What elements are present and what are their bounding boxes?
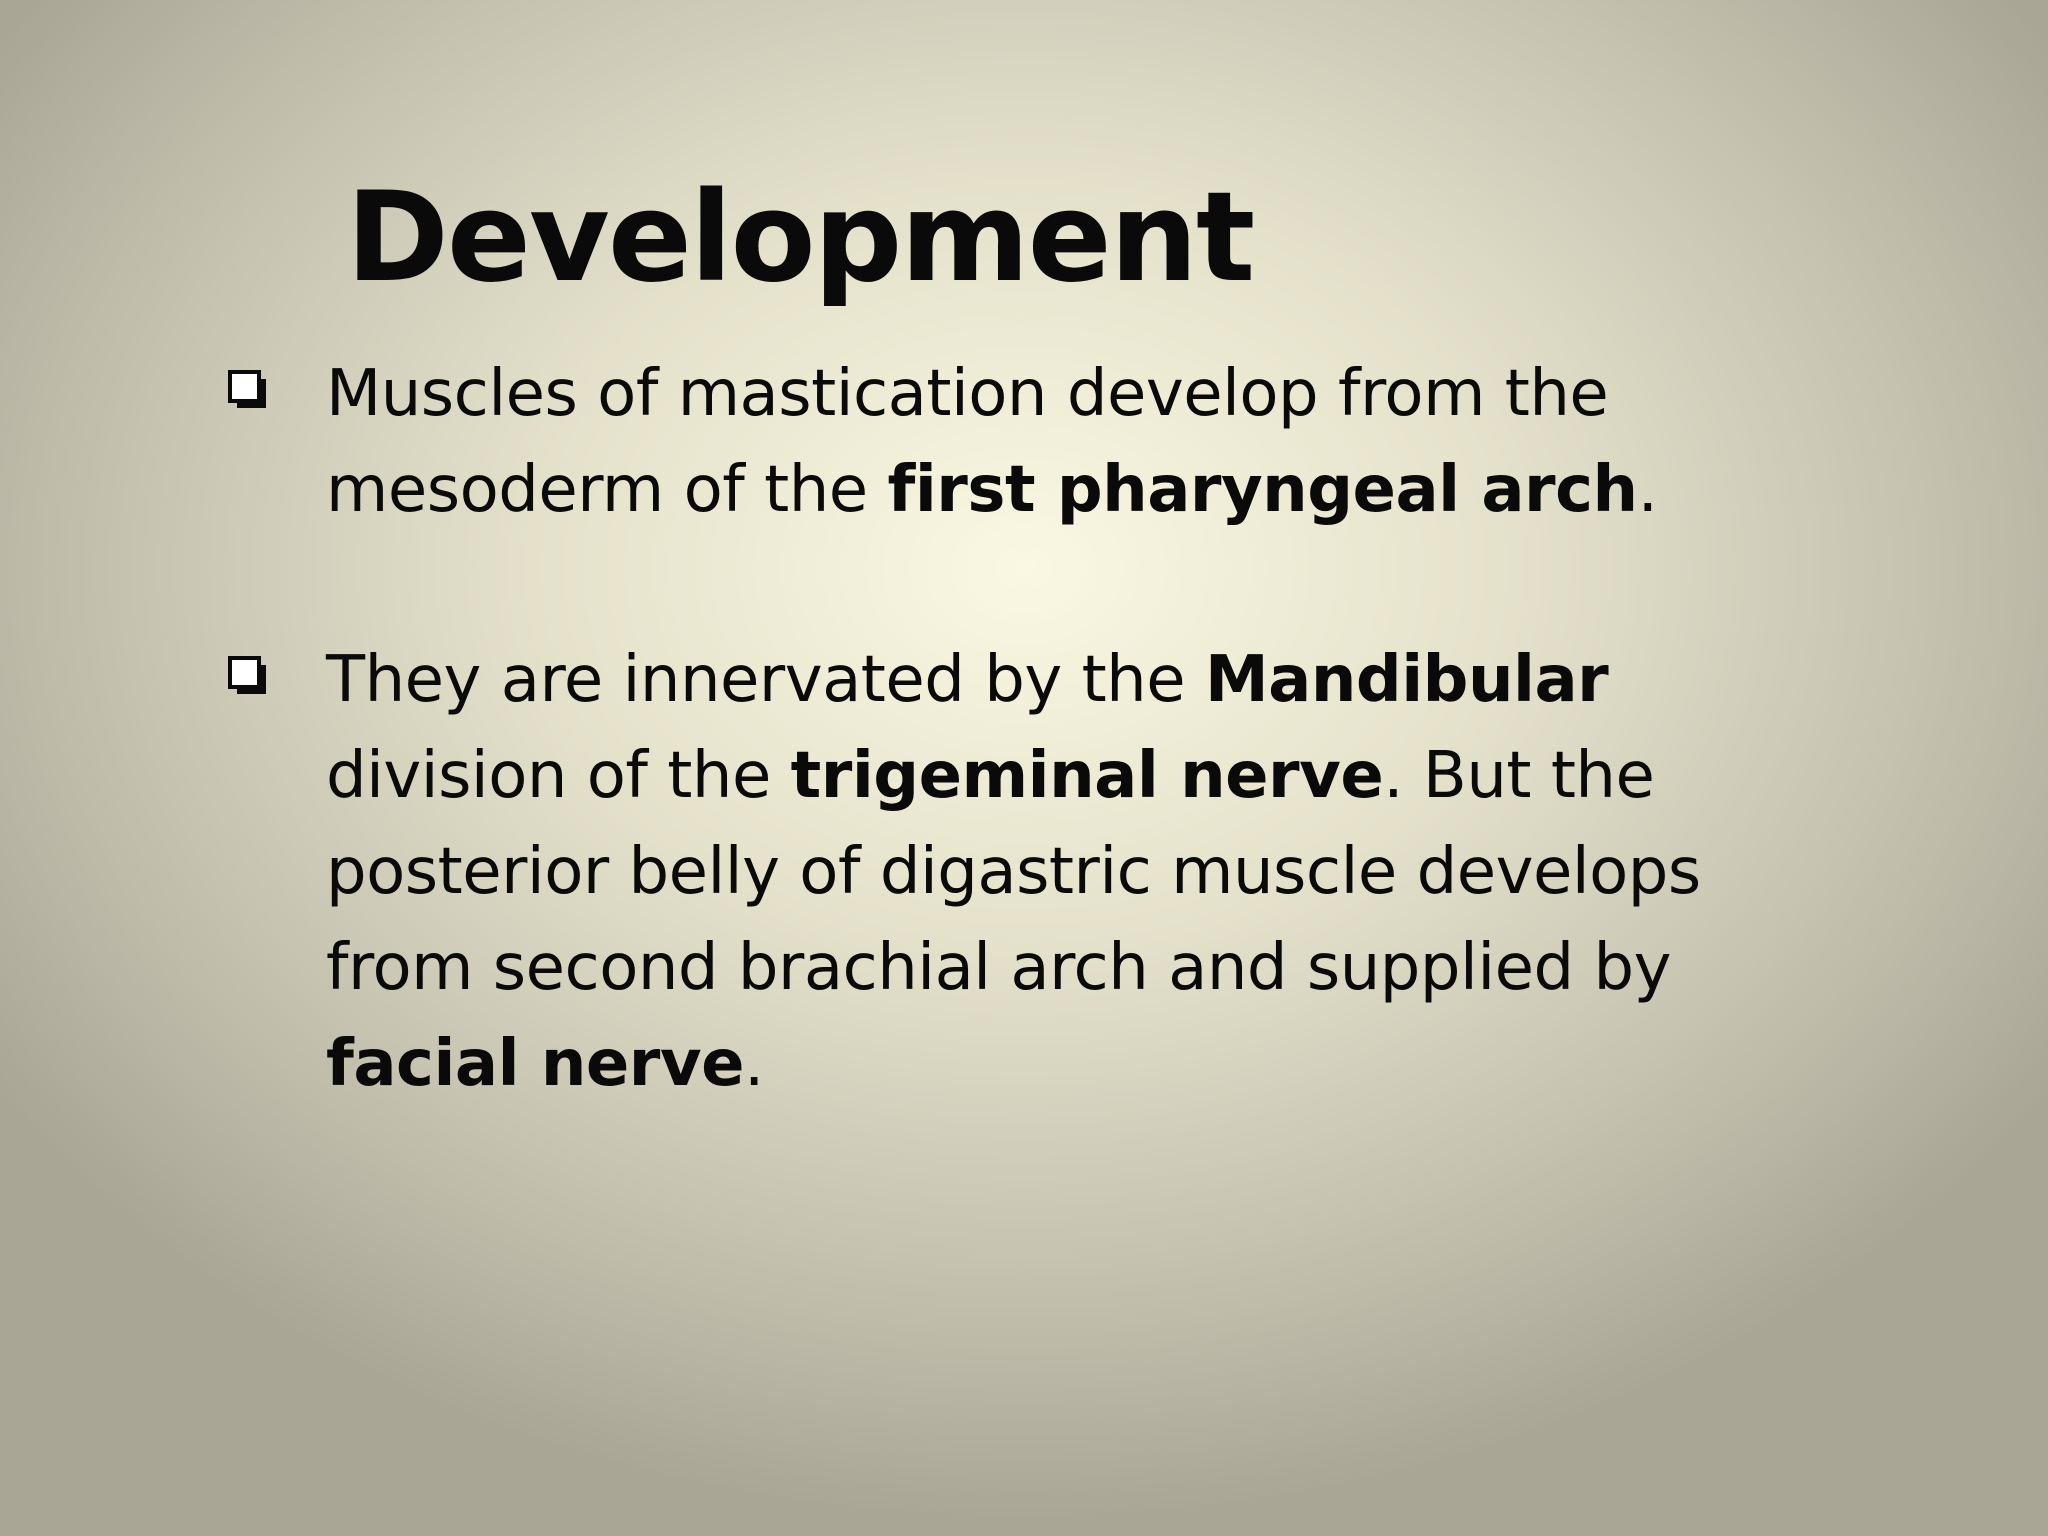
checkbox-icon: [228, 370, 268, 410]
text-run: Muscles of mastication develop from the mesoderm of the: [326, 357, 1609, 527]
slide-title: Development: [346, 166, 1254, 310]
bold-text-run: facial nerve: [326, 1027, 744, 1101]
text-run: division of the: [326, 739, 791, 813]
bullet-list: [224, 346, 1724, 1112]
bold-text-run: first pharyngeal arch: [887, 453, 1638, 527]
bullet-text: [326, 357, 1657, 527]
bold-text-run: trigeminal nerve: [790, 739, 1384, 813]
checkbox-icon: [228, 656, 268, 696]
text-run: .: [1637, 453, 1658, 527]
bold-text-run: Mandibular: [1204, 643, 1609, 717]
text-run: .: [743, 1027, 764, 1101]
text-run: . But the posterior belly of digastric muscle develops from second brachial arch and supplied by: [326, 739, 1701, 1005]
bullet-item: [224, 346, 1724, 538]
bullet-item: [224, 632, 1724, 1112]
bullet-text: [326, 643, 1701, 1101]
text-run: They are innervated by the: [326, 643, 1205, 717]
